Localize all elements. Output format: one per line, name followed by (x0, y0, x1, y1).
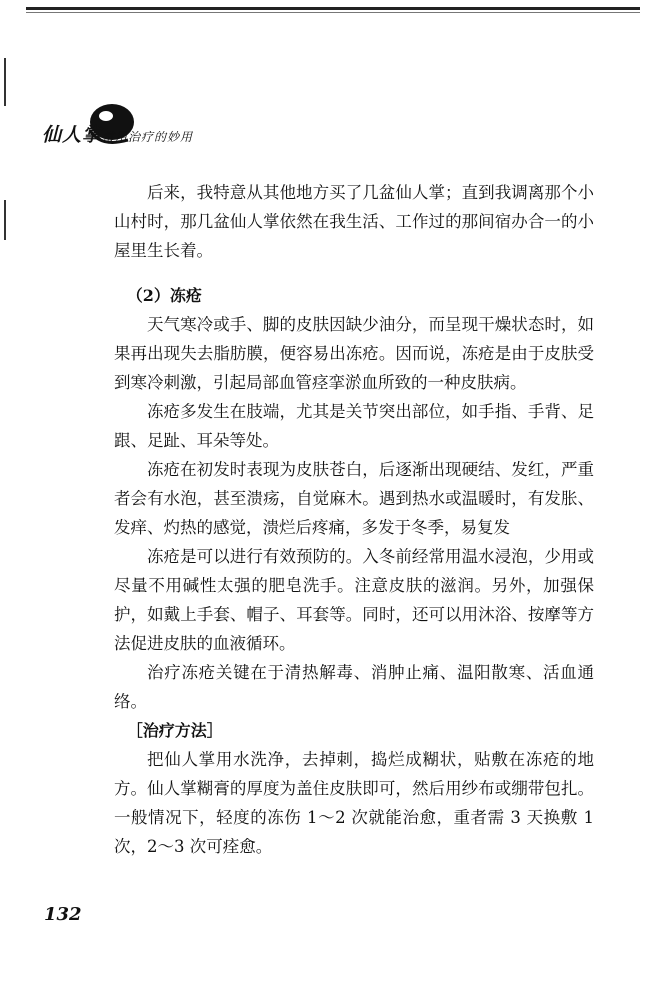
margin-mark (4, 200, 6, 240)
page-number: 132 (44, 904, 82, 925)
margin-mark (4, 58, 6, 106)
paragraph: 冻疮是可以进行有效预防的。入冬前经常用温水浸泡，少用或尽量不用碱性太强的肥皂洗手。注意皮肤的滋润。另外，加强保护，如戴上手套、帽子、耳套等。同时，还可以用沐浴、按摩等方法促进皮肤的血液循环。 (114, 547, 594, 653)
section-title: （2）冻疮 (126, 286, 202, 305)
paragraph: 冻疮在初发时表现为皮肤苍白，后逐渐出现硬结、发红，严重者会有水泡，甚至溃疡，自觉麻木。遇到热水或温暖时，有发胀、发痒、灼热的感觉，溃烂后疼痛，多发于冬季，易复发 (114, 460, 594, 537)
paragraph: 天气寒冷或手、脚的皮肤因缺少油分，而呈现干燥状态时，如果再出现失去脂肪膜，便容易出冻疮。因而说，冻疮是由于皮肤受到寒冷刺激，引起局部血管痉挛淤血所致的一种皮肤病。 (114, 315, 594, 392)
treatment-heading: ［治疗方法］ (126, 721, 223, 740)
top-rule (26, 7, 640, 10)
logo-title (42, 120, 193, 147)
logo-subtitle: 常用治疗的妙用 (102, 130, 194, 144)
paragraph: 冻疮多发生在肢端，尤其是关节突出部位，如手指、手背、足跟、足趾、耳朵等处。 (114, 402, 594, 450)
intro-paragraph: 后来，我特意从其他地方买了几盆仙人掌；直到我调离那个小山村时，那几盆仙人掌依然在我生活、工作过的那间宿办合一的小屋里生长着。 (114, 183, 594, 260)
page-body (114, 178, 594, 861)
logo-title-main: 仙人掌 (42, 124, 103, 146)
treatment-paragraph: 把仙人掌用水洗净，去掉刺，捣烂成糊状，贴敷在冻疮的地方。仙人掌糊膏的厚度为盖住皮肤即可，然后用纱布或绷带包扎。一般情况下，轻度的冻伤 1～2 次就能治愈，重者需 3 天换敷 1 次，2～3 次可痊愈。 (114, 750, 594, 856)
top-rule-thin (26, 12, 640, 13)
paragraph: 治疗冻疮关键在于清热解毒、消肿止痛、温阳散寒、活血通络。 (114, 663, 594, 711)
